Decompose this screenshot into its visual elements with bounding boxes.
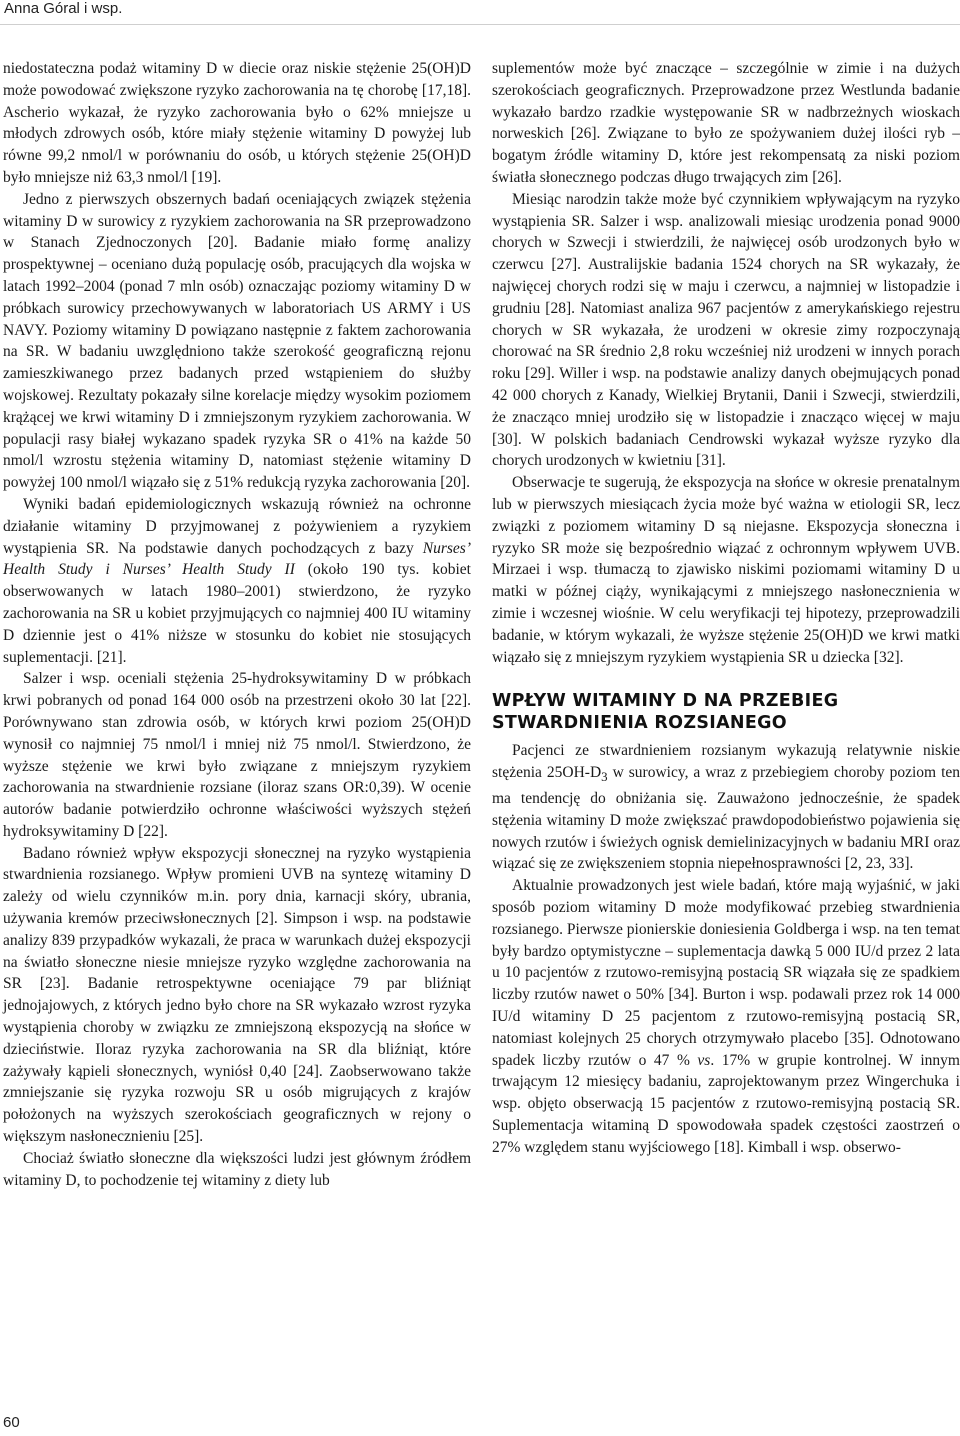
- paragraph: Salzer i wsp. oceniali stężenia 25-hydroksywitaminy D w próbkach krwi pobranych od ponad 164 000 osób na przestrzeni około 30 lat [22]. Porównywano stan zdrowia osób, w których krwi poziom 25(OH)D wynosił co najmniej 75 nmol/l i mniej niż 75 nmol/l. Stwierdzono, że wyższe stężenie we krwi było związane z mniejszym ryzykiem zachorowania na stwardnienie rozsiane (iloraz szans OR:0,39). W ocenie autorów badanie potwierdziło ochronne właściwości wyższych stężeń hydroksywitaminy D [22].: [3, 670, 471, 840]
- paragraph: suplementów może być znaczące – szczególnie w zimie i na dużych szerokościach geograficznych. Przeprowadzone przez Westlunda badanie wykazało bardzo rzadkie występowanie SR w nadbrzeżnych wioskach norweskich [26]. Związane to było ze spożywaniem dużej ilości ryb – bogatym źródle witaminy D, które jest rekompensatą za niski poziom światła słonecznego podczas długo trwających zim [26].: [492, 60, 960, 186]
- paragraph: niedostateczna podaż witaminy D w diecie oraz niskie stężenie 25(OH)D może powodować zwiększone ryzyko zachorowania na tę chorobę [17,18]. Ascherio wykazał, że ryzyko zachorowania było o 62% mniejsze u młodych zdrowych osób, które miały stężenie witaminy D powyżej lub równe 99,2 nmol/l w porównaniu do osób, u których stężenie 25(OH)D było mniejsze niż 63,3 nmol/l [19].: [3, 60, 471, 186]
- page-number: 60: [3, 1414, 20, 1431]
- left-column: [3, 58, 471, 1191]
- running-header-authors: Anna Góral i wsp.: [4, 0, 123, 17]
- study-name-italic: Nurses’ Health Study i Nurses’ Health Study II: [3, 539, 471, 579]
- paragraph: Obserwacje te sugerują, że ekspozycja na słońce w okresie prenatalnym lub w pierwszych miesiącach życia może być ważna w etiologii SR, lecz związki z poziomem witaminy D są niejasne. Ekspozycja słoneczna i ryzyko SR może się bezpośrednio wiązać z ochronnym wpływem UVB. Mirzaei i wsp. tłumaczą to zjawisko niskimi poziomami witaminy D u matki w późnej ciąży, wynikającymi z mniejszego nasłonecznienia w zimie i wczesnej wiośnie. W celu weryfikacji tej hipotezy, przeprowadzili badanie, w którym wykazali, że wyższe stężenie 25(OH)D we krwi matki wiązało się z mniejszym ryzykiem wystąpienia SR u dziecka [32].: [492, 474, 960, 666]
- vs-italic: vs: [697, 1051, 711, 1069]
- section-heading: WPŁYW WITAMINY D NA PRZEBIEG STWARDNIENIA ROZSIANEGO: [492, 691, 839, 734]
- paragraph-text: w surowicy, a wraz z przebiegiem choroby poziom ten ma tendencję do obniżania się. Zauważono jednocześnie, że spadek stężenia witaminy D może zwiększać prawdopodobieństwo pojawienia się nowych rzutów i świeżych ognisk demielinizacyjnych w badaniu MRI oraz wiązać się ze zwiększeniem stopnia niepełnosprawności [2, 23, 33].: [492, 764, 960, 873]
- paragraph-text: Aktualnie prowadzonych jest wiele badań, które mają wyjaśnić, w jaki sposób poziom witaminy D może modyfikować przebieg stwardnienia rozsianego. Pierwsze pionierskie doniesienia Goldberga i wsp. na ten temat były bardzo optymistyczne – suplementacja dawką 5 000 IU/d przez 2 lata u 10 pacjentów z rzutowo-remisyjną postacią SR wiązała się ze spadkiem liczby rzutów nawet o 50% [34]. Burton i wsp. podawali przez rok 14 000 IU/d witaminy D 25 pacjentom z rzutowo-remisyjną postacią SR, natomiast kolejnych 25 chorych otrzymywało placebo [35]. Odnotowano spadek liczby rzutów o 47 %: [492, 877, 960, 1069]
- paragraph: Jedno z pierwszych obszernych badań oceniających związek stężenia witaminy D w surowicy z ryzykiem zachorowania na SR przeprowadzono w Stanach Zjednoczonych [20]. Badanie miało formę analizy prospektywnej – oceniano dużą populację osób, pracujących dla wojska w latach 1992–2004 (ponad 7 mln osób) oznaczając poziomy witaminy D w próbkach surowicy przechowywanych w laboratoriach US ARMY i US NAVY. Poziomy witaminy D powiązano następnie z faktem zachorowania na SR. W badaniu uwzględniono także szerokość geograficzną rejonu zamieszkiwanego przez badanych przed wstąpieniem do służby wojskowej. Rezultaty pokazały silne korelacje między wysokim poziomem krążącej we krwi witaminy D i zmniejszonym ryzykiem zachorowania. W populacji rasy białej wykazano spadek ryzyka SR o 41% na każde 50 nmol/l wzrostu stężenia witaminy D, natomiast stężenie witaminy D powyżej 100 nmol/l wiązało się z 51% redukcją ryzyka zachorowania [20].: [3, 190, 471, 492]
- paragraph: [492, 875, 960, 1158]
- right-column: [492, 58, 960, 1159]
- paragraph-text: Pacjenci ze stwardnieniem rozsianym wykazują relatywnie niskie stężenia 25OH-D: [492, 742, 960, 782]
- header-divider: [0, 24, 960, 25]
- subscript: 3: [601, 769, 608, 785]
- paragraph: [492, 740, 960, 875]
- paragraph: Chociaż światło słoneczne dla większości ludzi jest głównym źródłem witaminy D, to pochodzenie tej witaminy z diety lub: [3, 1149, 471, 1189]
- paragraph-text: Wyniki badań epidemiologicznych wskazują również na ochronne działanie witaminy D przyjmowanej z pożywieniem a ryzykiem wystąpienia SR. Na podstawie danych pochodzących z bazy: [3, 495, 471, 557]
- paragraph-text: (około 190 tys. kobiet obserwowanych w latach 1980–2001) stwierdzono, że ryzyko zachorowania na SR u kobiet przyjmujących co najmniej 400 IU witaminy D dziennie jest o 41% niższe w stosunku do kobiet nie stosujących suplementacji. [21].: [3, 561, 471, 666]
- paragraph-text: . 17% w grupie kontrolnej. W innym trwającym 12 miesięcy badaniu, zaprojektowanym przez Wingerchuka i wsp. objęto obserwacją 15 pacjentów z rzutowo-remisyjną postacią SR. Suplementacja witaminą D spowodowała spadek częstości zaostrzeń o 27% względem stanu wyjściowego [18]. Kimball i wsp. obserwo-: [492, 1051, 960, 1156]
- paragraph: [3, 494, 471, 668]
- paragraph: Badano również wpływ ekspozycji słonecznej na ryzyko wystąpienia stwardnienia rozsianego. Wpływ promieni UVB na syntezę witaminy D zależy od wielu czynników m.in. pory dnia, karnacji skóry, ubrania, używania kremów przeciwsłonecznych [2]. Simpson i wsp. na podstawie analizy 839 przypadków wykazali, że praca w warunkach dużej ekspozycji na światło słoneczne niesie mniejsze ryzyko względne zachorowania na SR [23]. Badanie retrospektywne oceniające 79 par bliźniąt jednojajowych, z których jedno było chore na SR wykazało wzrost ryzyka wystąpienia choroby w związku ze zmniejszoną ekspozycją na słońce w dzieciństwie. Iloraz ryzyka zachorowania na SR dla bliźniąt, które zażywały kąpieli słonecznych, wyniósł 0,40 [24]. Zaobserwowano także zmniejszanie się ryzyka rozwoju SR u osób migrujących z krajów położonych na wyższych szerokościach geograficznych w rejony o większym nasłonecznieniu [25].: [3, 844, 471, 1146]
- paragraph: Miesiąc narodzin także może być czynnikiem wpływającym na ryzyko wystąpienia SR. Salzer i wsp. analizowali miesiąc urodzenia ponad 9000 chorych w Szwecji i stwierdzili, że najwięcej osób urodzonych było w czerwcu [27]. Australijskie badania 1524 chorych na SR wykazały, że najwięcej chorych rodzi się w maju i czerwcu, a najmniej w listopadzie i grudniu [28]. Natomiast analiza 967 pacjentów z amerykańskiego rejestru chorych w SR wykazała, że urodzeni w okresie zimy rozpoczynają chorować na SR średnio 2,8 roku wcześniej niż urodzeni w innych porach roku [29]. Willer i wsp. na podstawie analizy danych obejmujących ponad 42 000 chorych z Kanady, Wielkiej Brytanii, Danii i Szwecji, stwierdzili, że znacząco mniej urodziło się w listopadzie i znacząco więcej w maju [30]. W polskich badaniach Cendrowski wykazał wyższe ryzyko dla chorych urodzonych w kwietniu [31].: [492, 190, 960, 470]
